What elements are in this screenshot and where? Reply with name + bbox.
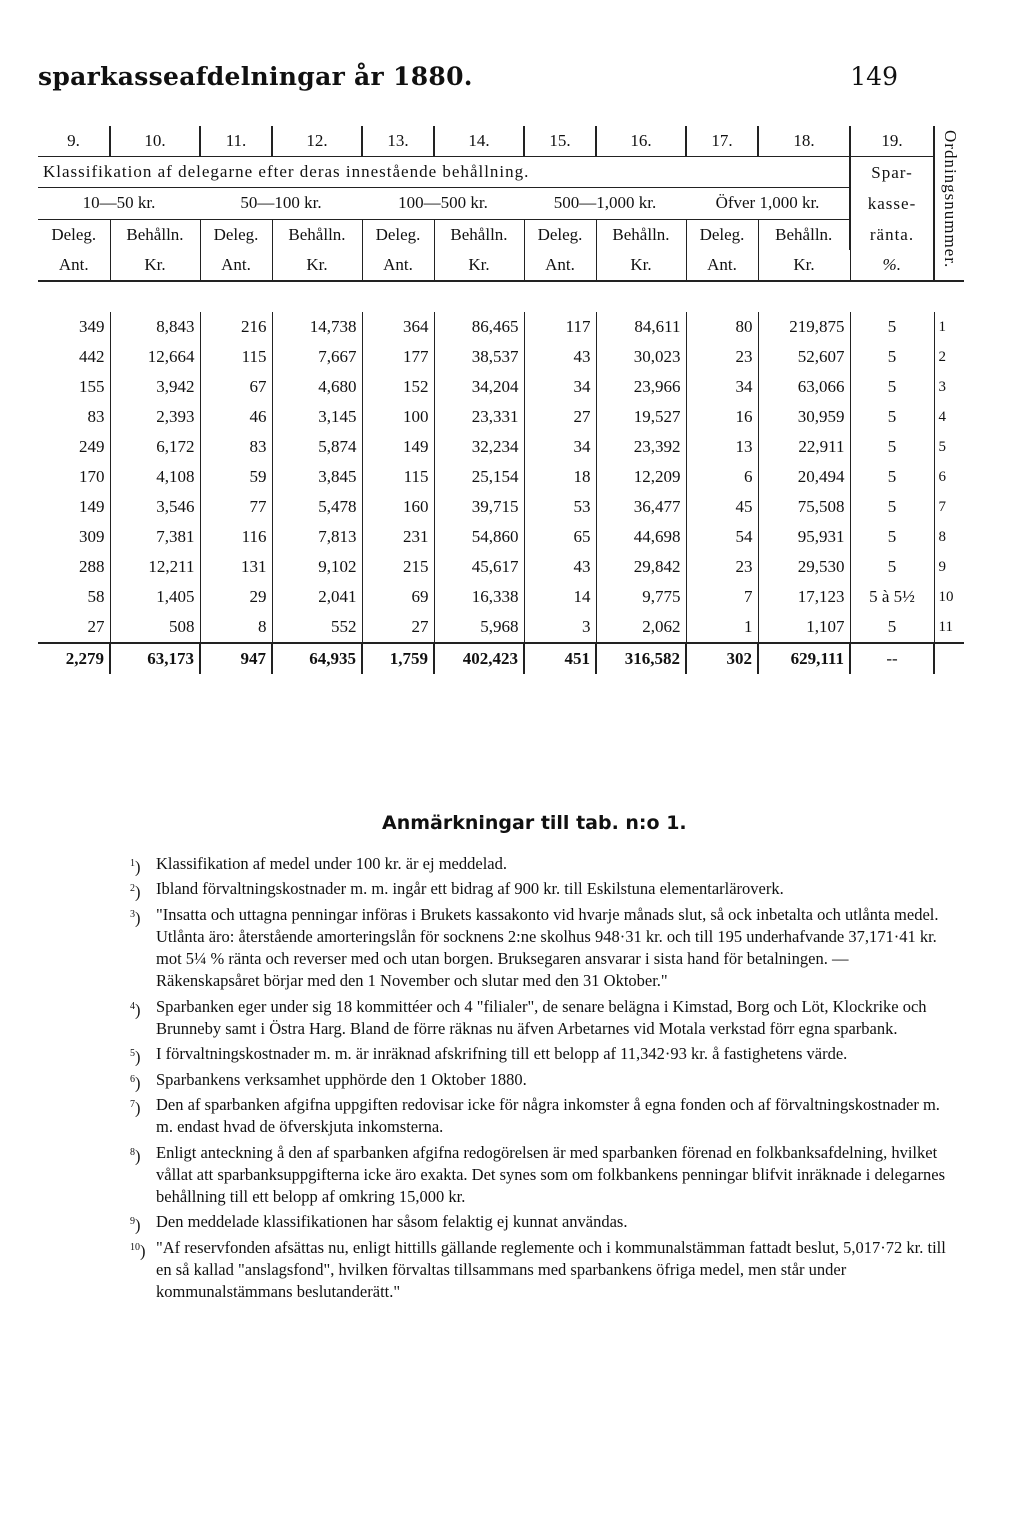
footnote-number: 6 [130,1073,135,1085]
table-cell: 38,537 [434,342,524,372]
column-number: 12. [272,126,362,157]
table-cell: 16,338 [434,582,524,612]
footnote-text: Den af sparbanken afgifna uppgiften redovisar icke för några inkomster å egna fonden och af förvaltningskostnader m. m. endast hvad de öfverskjuta inkomsterna. [156,1094,940,1137]
table-cell: 7,667 [272,342,362,372]
table-spacer [38,281,964,312]
footnote-marker: $^3$) [130,908,141,928]
table-cell: 23 [686,342,758,372]
sparkasse-ranta-header: Spar- kasse- ränta. [850,157,934,251]
ordning-header-cell [934,126,964,281]
table-body [38,312,964,643]
table-cell: 3,546 [110,492,200,522]
table-cell: 23,392 [596,432,686,462]
footnote-marker: $^8$) [130,1146,141,1166]
total-cell: 316,582 [596,643,686,674]
table-cell: 249 [79,437,105,456]
table-cell: 6 [686,462,758,492]
table-cell: 100 [362,402,434,432]
table-row [38,522,964,552]
table-cell: 177 [362,342,434,372]
table-cell: 34 [686,372,758,402]
table-cell: 9,102 [272,552,362,582]
footnote-number: 3 [130,908,135,920]
column-number: 13. [362,126,434,157]
table-cell: 5 [850,552,934,582]
classification-heading: Klassifikation af delegarne efter deras innestående behållning. [43,162,530,182]
row-number: 8 [934,522,964,552]
table-cell: 5 [850,372,934,402]
footnote-number: 9 [130,1216,135,1228]
total-cell: 451 [524,643,596,674]
footnote-text: I förvaltningskostnader m. m. är inräknad afskrifning till ett belopp af 11,342·93 kr. å fastighetens värde. [156,1044,848,1064]
table-cell: 29 [200,582,272,612]
table-cell: 508 [110,612,200,643]
table-cell: 1,107 [758,612,850,643]
unit-percent: %. [850,250,934,281]
range-heading: 500—1,000 kr. [524,188,686,219]
column-number: 15. [524,126,596,157]
table-cell: 3,145 [272,402,362,432]
table-cell: 4,680 [272,372,362,402]
table-cell: 115 [200,342,272,372]
footnote-marker: $^{10}$) [130,1241,146,1261]
table-cell: 25,154 [434,462,524,492]
table-cell: 2,062 [596,612,686,643]
unit-kr: Kr. [110,250,200,281]
table-row [38,552,964,582]
table-cell: 65 [524,522,596,552]
footnote-text: Enligt anteckning å den af sparbanken afgifna redogörelsen är med sparbanken förenad en folkbanksafdelning, hvilket vållat att sparbanksuppgifterna icke äro exakta. Det synes som om folkbankens penningar blifvit inräknade i delegarnes behållning till ett belopp af omkring 15,000 kr. [156,1142,945,1207]
total-cell: -- [850,643,934,674]
table-cell: 116 [200,522,272,552]
row-number: 11 [934,612,964,643]
deleg-header: Deleg. [200,219,272,250]
footnote-number: 8 [130,1146,135,1158]
range-heading: 100—500 kr. [362,188,524,219]
total-cell: 64,935 [272,643,362,674]
footnote-marker: $^1$) [130,857,141,877]
table-cell: 3,942 [110,372,200,402]
table-cell: 44,698 [596,522,686,552]
table-cell: 12,209 [596,462,686,492]
total-cell: 63,173 [110,643,200,674]
footnote-number: 10 [130,1241,140,1253]
table-row [38,492,964,522]
footnote [130,1211,950,1233]
behalln-header: Behålln. [434,219,524,250]
table-cell: 69 [362,582,434,612]
table-cell: 84,611 [596,312,686,342]
footnote-marker: $^7$) [130,1098,141,1118]
table-cell: 14,738 [272,312,362,342]
footnote-text: Klassifikation af medel under 100 kr. är ej meddelad. [156,854,507,873]
subheader-row [38,219,964,250]
column-number-row [38,126,964,157]
table-cell: 20,494 [758,462,850,492]
footnote [130,1094,950,1139]
table-cell: 2,041 [272,582,362,612]
table-cell: 8 [200,612,272,643]
footnote-text: Sparbankens verksamhet upphörde den 1 Oktober 1880. [156,1069,527,1089]
unit-kr: Kr. [758,250,850,281]
table-cell: 22,911 [758,432,850,462]
table-cell: 5 [850,462,934,492]
row-number: 3 [934,372,964,402]
unit-kr: Kr. [596,250,686,281]
table-cell: 54,860 [434,522,524,552]
table-cell: 63,066 [758,372,850,402]
unit-ant: Ant. [200,250,272,281]
table-cell: 5 à 5½ [850,582,934,612]
table-cell: 45,617 [434,552,524,582]
ordning-header: Ordningsnummer. [941,130,960,269]
footnote-text: "Insatta och uttagna penningar införas i Brukets kassakonto vid hvarje månads slut, så ock inbetalta och utlånta medel. Utlånta äro: återstående amorteringslån för socknens 2:ne skolhus 948·31 kr. och till 195 underhafvande 37,171·41 kr. mot 5¼ % ränta och reverser med och utan borgen. Bruksegaren ansvarar i sista hand för betalningen. — Räkenskapsåret börjar med den 1 November och slutar med den 31 Oktober." [156,904,939,991]
row-number: 6 [934,462,964,492]
table-cell: 5,478 [272,492,362,522]
running-title: sparkasseafdelningar år 1880. [38,62,473,91]
total-cell [934,643,964,674]
column-number: 17. [686,126,758,157]
table-row [38,342,964,372]
deleg-header: Deleg. [38,219,110,250]
table-cell: 45 [686,492,758,522]
table-row [38,612,964,643]
table-cell: 23,331 [434,402,524,432]
table-cell: 216 [200,312,272,342]
table-cell: 7,813 [272,522,362,552]
table-cell: 86,465 [434,312,524,342]
table-cell: 4,108 [110,462,200,492]
table-cell: 12,211 [110,552,200,582]
total-cell: 947 [200,643,272,674]
footnote [130,904,950,993]
range-heading: 10—50 kr. [38,188,200,219]
table-cell: 53 [524,492,596,522]
table-cell: 12,664 [110,342,200,372]
classification-row [38,157,964,188]
table-cell: 46 [200,402,272,432]
footnote [130,1142,950,1209]
deleg-header: Deleg. [362,219,434,250]
statistics-table [38,126,964,674]
behalln-header: Behålln. [110,219,200,250]
table-cell: 170 [79,467,105,486]
table-cell: 5 [850,432,934,462]
column-number: 10. [110,126,200,157]
column-number: 19. [850,126,934,157]
page-number: 149 [850,62,898,91]
table-row [38,312,964,342]
table-cell: 152 [362,372,434,402]
table-cell: 58 [87,587,105,606]
unit-ant: Ant. [524,250,596,281]
footnote [130,1237,950,1304]
footnote-text: Ibland förvaltningskostnader m. m. ingår ett bidrag af 900 kr. till Eskilstuna elementarläroverk. [156,879,784,899]
table-cell: 23,966 [596,372,686,402]
range-heading: Öfver 1,000 kr. [686,188,850,219]
unit-ant: Ant. [362,250,434,281]
behalln-header: Behålln. [758,219,850,250]
column-number: 9. [38,126,110,157]
table-cell: 231 [362,522,434,552]
table-cell: 23 [686,552,758,582]
table-cell: 34 [524,432,596,462]
table-cell: 3,845 [272,462,362,492]
table-cell: 364 [362,312,434,342]
table-cell: 19,527 [596,402,686,432]
footnote-number: 5 [130,1048,135,1060]
total-cell: 302 [686,643,758,674]
footnote [130,878,950,900]
table-cell: 80 [686,312,758,342]
page-header [38,62,898,96]
row-number: 10 [934,582,964,612]
footnote-number: 2 [130,883,135,895]
row-number: 4 [934,402,964,432]
table-cell: 17,123 [758,582,850,612]
totals-row [38,643,964,674]
table-cell: 30,959 [758,402,850,432]
table-cell: 309 [79,527,105,546]
table-cell: 219,875 [758,312,850,342]
table-cell: 29,842 [596,552,686,582]
table-cell: 149 [362,432,434,462]
footnote-number: 1 [130,858,135,869]
total-cell: 2,279 [38,643,110,674]
column-number: 11. [200,126,272,157]
footnote-marker: $^4$) [130,1000,141,1020]
table-cell: 5,968 [434,612,524,643]
table-cell: 2,393 [110,402,200,432]
footnote-marker: $^6$) [130,1073,141,1093]
table-cell: 16 [686,402,758,432]
table-cell: 552 [272,612,362,643]
table-cell: 5 [850,492,934,522]
footnote-number: 7 [130,1098,135,1110]
table-cell: 149 [79,497,105,516]
table-cell: 5,874 [272,432,362,462]
unit-kr: Kr. [434,250,524,281]
row-number: 7 [934,492,964,522]
table-cell: 27 [362,612,434,643]
notes-title: Anmärkningar till tab. n:o 1. [382,812,687,834]
table-cell: 29,530 [758,552,850,582]
table-cell: 288 [79,557,105,576]
total-cell: 1,759 [362,643,434,674]
table-cell: 39,715 [434,492,524,522]
table-cell: 5 [850,612,934,643]
table-row [38,402,964,432]
footnote [130,853,950,875]
row-number: 5 [934,432,964,462]
row-number: 1 [934,312,964,342]
table-cell: 115 [362,462,434,492]
unit-row [38,250,964,281]
column-number: 16. [596,126,686,157]
notes-list [130,853,950,1307]
table-cell: 18 [524,462,596,492]
table-cell: 27 [87,617,105,636]
table-row [38,582,964,612]
table-row [38,462,964,492]
table-cell: 36,477 [596,492,686,522]
footnote-number: 4 [130,1000,135,1012]
deleg-header: Deleg. [686,219,758,250]
table-cell: 155 [79,377,105,396]
table-cell: 7,381 [110,522,200,552]
table-cell: 8,843 [110,312,200,342]
table-cell: 54 [686,522,758,552]
deleg-header: Deleg. [524,219,596,250]
table-cell: 3 [524,612,596,643]
table-cell: 131 [200,552,272,582]
range-row [38,188,964,219]
table-cell: 34,204 [434,372,524,402]
statistics-table-wrap [38,126,960,674]
total-cell: 629,111 [758,643,850,674]
table-cell: 9,775 [596,582,686,612]
row-number: 2 [934,342,964,372]
table-cell: 67 [200,372,272,402]
table-cell: 6,172 [110,432,200,462]
column-number: 14. [434,126,524,157]
table-cell: 83 [200,432,272,462]
table-cell: 34 [524,372,596,402]
table-cell: 7 [686,582,758,612]
table-cell: 215 [362,552,434,582]
table-cell: 160 [362,492,434,522]
table-cell: 32,234 [434,432,524,462]
unit-ant: Ant. [686,250,758,281]
table-cell: 442 [79,347,105,366]
table-cell: 349 [79,317,105,336]
table-row [38,372,964,402]
footnote-text: Sparbanken eger under sig 18 kommittéer och 4 "filialer", de senare belägna i Kimstad, Borg och Löt, Klockrike och Brunneby samt i Östra Harg. Bland de förre räknas nu äfven Arbetarnes vid Motala verkstad förr egna sparbank. [156,996,927,1039]
footnote-marker: $^9$) [130,1215,141,1235]
table-cell: 117 [524,312,596,342]
table-cell: 5 [850,522,934,552]
table-cell: 5 [850,342,934,372]
table-row [38,432,964,462]
footnote [130,1069,950,1091]
row-number: 9 [934,552,964,582]
unit-kr: Kr. [272,250,362,281]
behalln-header: Behålln. [272,219,362,250]
table-cell: 13 [686,432,758,462]
footnote-marker: $^5$) [130,1047,141,1067]
table-cell: 43 [524,552,596,582]
footnote-marker: $^2$) [130,882,141,902]
table-cell: 52,607 [758,342,850,372]
table-cell: 5 [850,312,934,342]
table-cell: 5 [850,402,934,432]
table-cell: 95,931 [758,522,850,552]
behalln-header: Behålln. [596,219,686,250]
total-cell: 402,423 [434,643,524,674]
table-cell: 77 [200,492,272,522]
table-cell: 59 [200,462,272,492]
unit-ant: Ant. [58,255,89,274]
table-cell: 1,405 [110,582,200,612]
table-cell: 30,023 [596,342,686,372]
table-cell: 1 [686,612,758,643]
table-cell: 14 [524,582,596,612]
table-cell: 83 [87,407,105,426]
footnote [130,1043,950,1065]
table-cell: 43 [524,342,596,372]
range-heading: 50—100 kr. [200,188,362,219]
footnote-text: Den meddelade klassifikationen har såsom felaktig ej kunnat användas. [156,1212,628,1232]
column-number: 18. [758,126,850,157]
table-cell: 75,508 [758,492,850,522]
footnote-text: "Af reservfonden afsättas nu, enligt hittills gällande reglemente och i kommunalstämman fattadt beslut, 5,017·72 kr. till en så kallad "anslagsfond", hvilken förvaltas tillsammans med sparbankens öfriga medel, men står under kommunalstämmans beslutanderätt." [156,1237,946,1302]
table-cell: 27 [524,402,596,432]
footnote [130,996,950,1041]
